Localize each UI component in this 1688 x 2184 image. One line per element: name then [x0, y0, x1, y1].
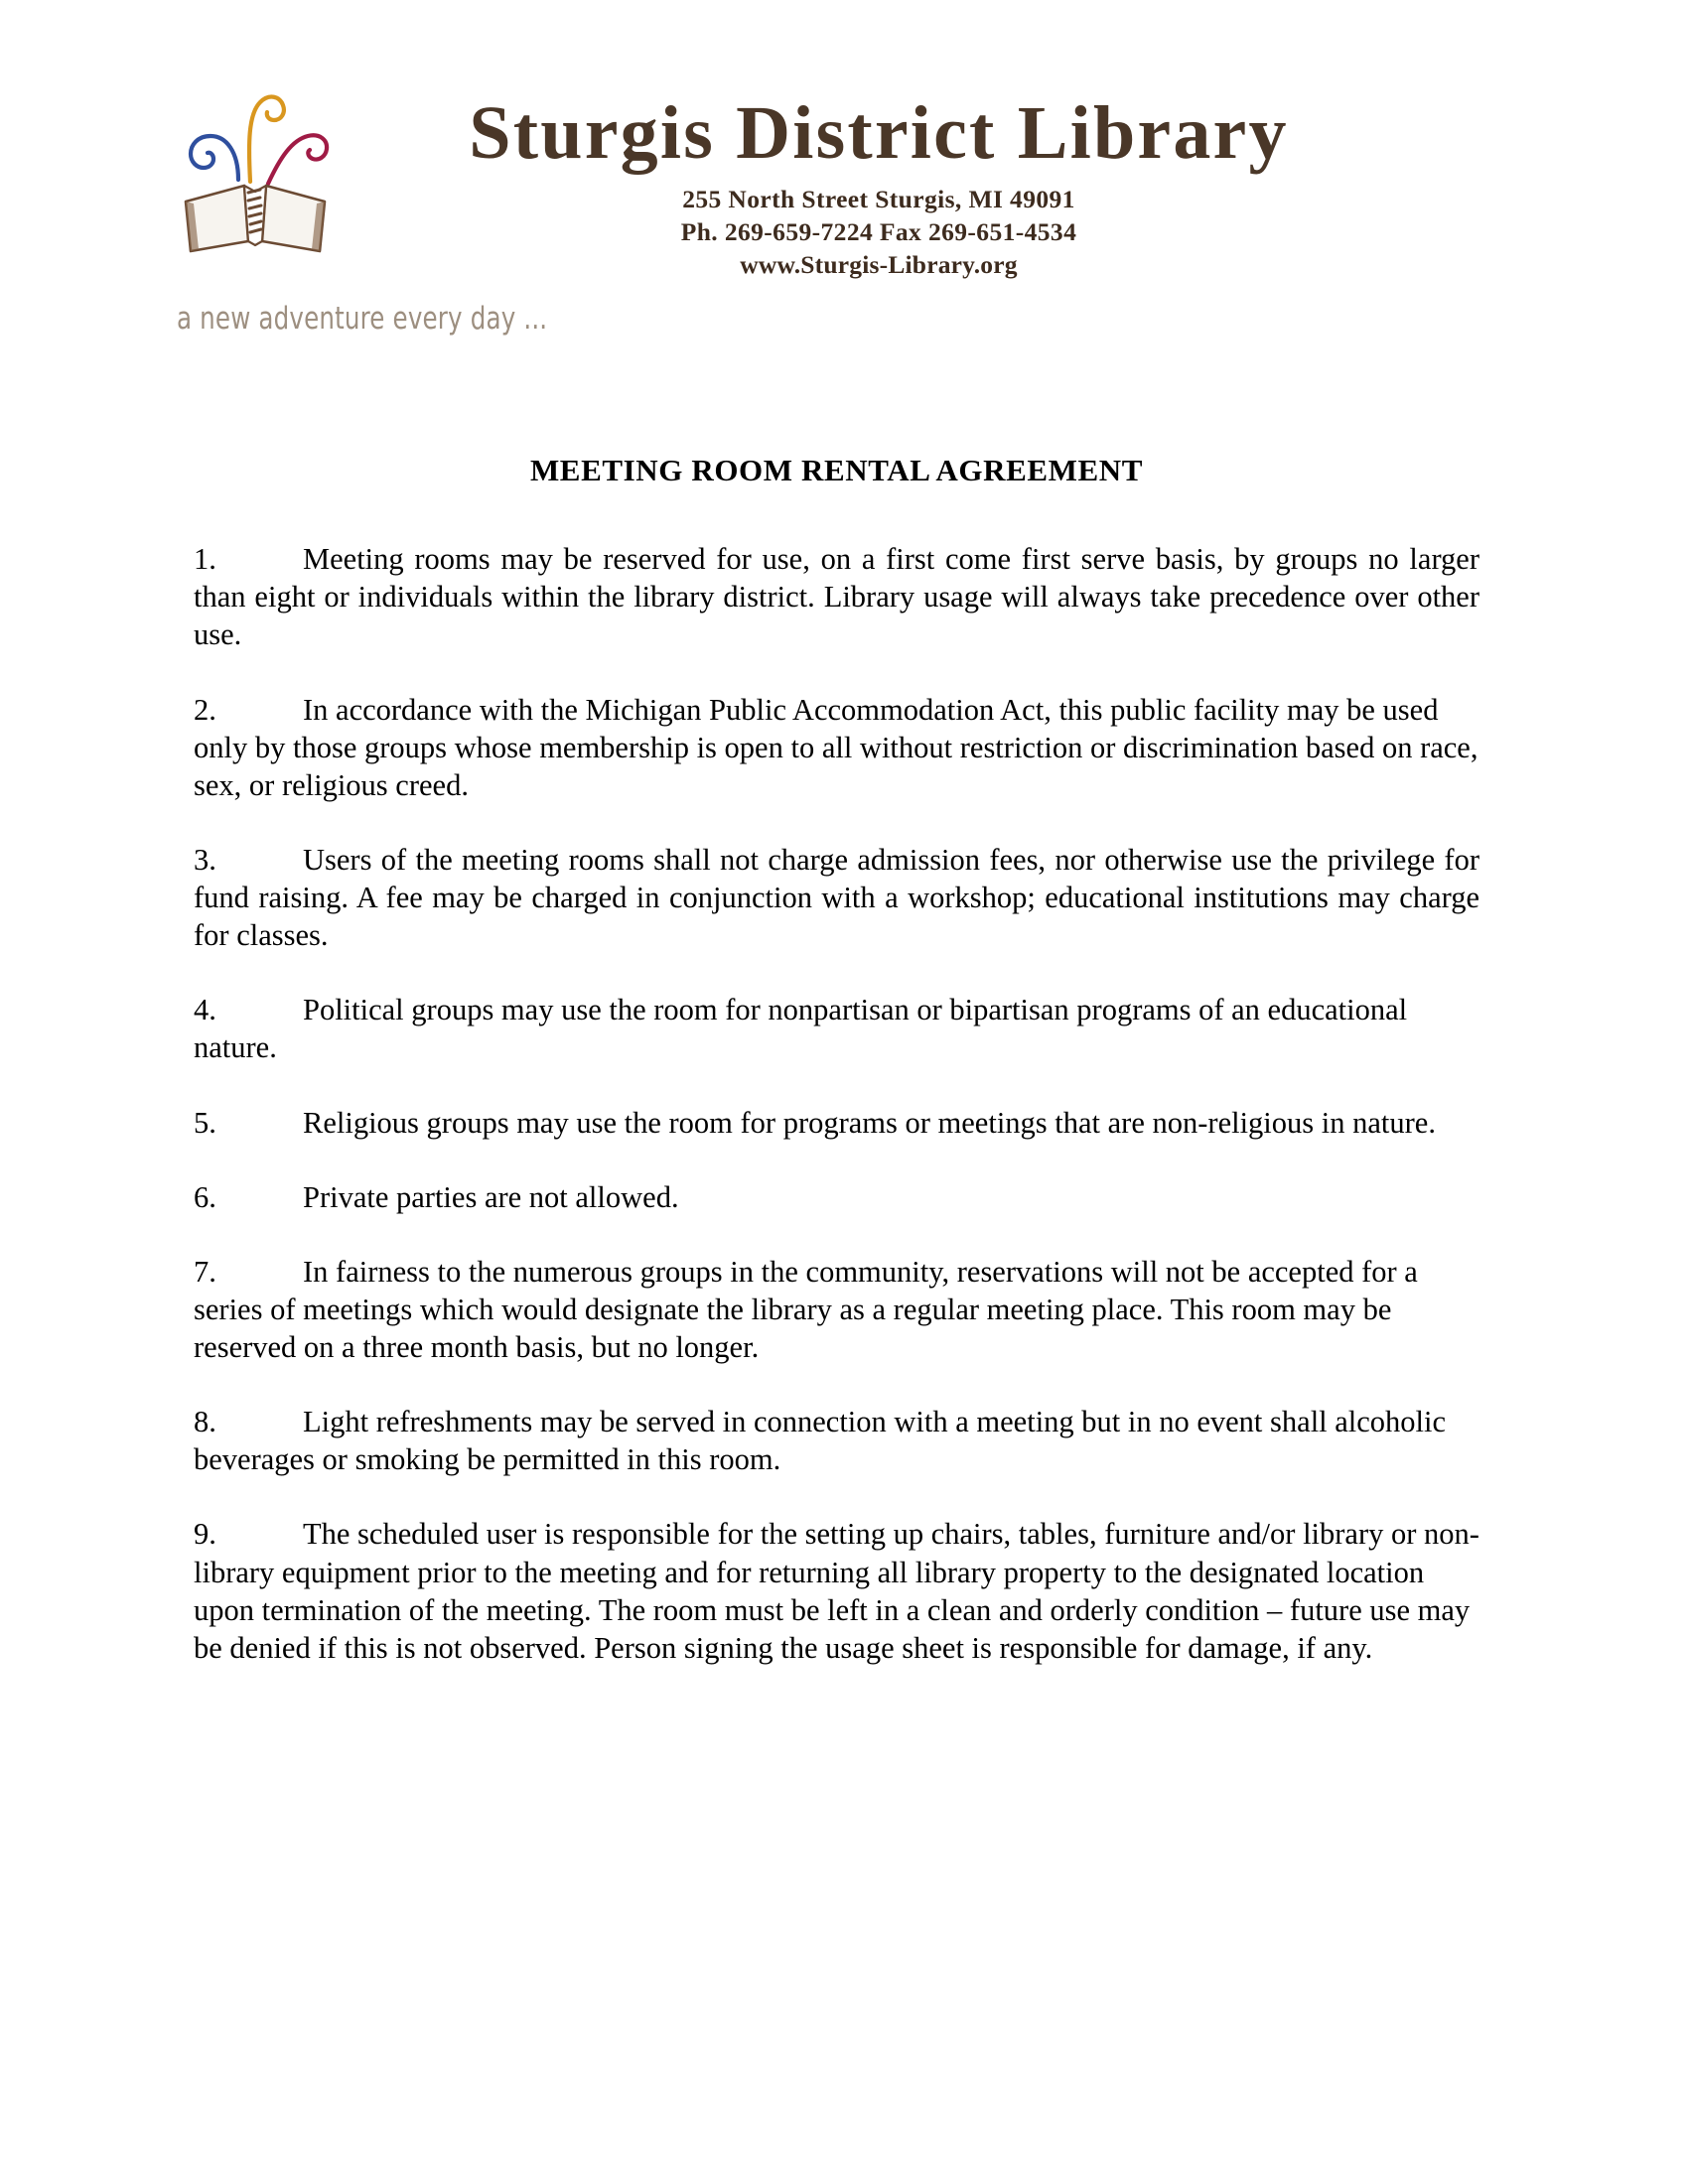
clause-number: 6.	[194, 1179, 216, 1214]
clause-text: Light refreshments may be served in connection with a meeting but in no event shall alcoholic beverages or smoking be permitted in this room.	[194, 1405, 1447, 1477]
clause-number: 2.	[194, 692, 216, 727]
clause-number: 3.	[194, 842, 216, 877]
clause-text: Meeting rooms may be reserved for use, on a first come first serve basis, by groups no larger than eight or individuals within the library district. Library usage will always take precedence over other use.	[194, 542, 1479, 652]
clause-number: 1.	[194, 542, 216, 577]
contact-block	[467, 183, 1291, 281]
letterhead	[0, 0, 1688, 397]
clause-number: 7.	[194, 1254, 216, 1289]
clause-item	[194, 841, 1479, 954]
clause-text: The scheduled user is responsible for the setting up chairs, tables, furniture and/or library or non-library equipment prior to the meeting and for returning all library property to the designated location upon termination of the meeting. The room must be left in a clean and orderly condition – future use may be denied if this is not observed. Person signing the usage sheet is responsible for damage, if any.	[194, 1517, 1479, 1665]
open-book-with-spirals-icon	[169, 74, 343, 253]
organization-name: Sturgis District Library	[469, 91, 1289, 175]
clause-text: In accordance with the Michigan Public Accommodation Act, this public facility may be used only by those groups whose membership is open to all without restriction or discrimination based on race, sex, or religious creed.	[194, 692, 1478, 802]
logo-tagline: a new adventure every day ...	[177, 301, 548, 337]
phone-fax-line: Ph. 269-659-7224 Fax 269-651-4534	[680, 216, 1077, 246]
page-title: MEETING ROOM RENTAL AGREEMENT	[529, 453, 1144, 487]
clause-item	[194, 1253, 1479, 1366]
website-line: www.Sturgis-Library.org	[740, 250, 1018, 280]
masthead	[467, 91, 1291, 281]
clause-text: Religious groups may use the room for programs or meetings that are non-religious in nature.	[303, 1105, 1436, 1140]
clause-item	[194, 991, 1479, 1066]
clause-number: 5.	[194, 1105, 216, 1140]
clause-text: Private parties are not allowed.	[303, 1179, 679, 1214]
clause-number: 4.	[194, 993, 216, 1027]
clause-number: 8.	[194, 1405, 216, 1439]
clause-item	[194, 691, 1479, 804]
clause-text: Users of the meeting rooms shall not charge admission fees, nor otherwise use the privilege for fund raising. A fee may be charged in conjunction with a workshop; educational institutions may charge for classes.	[194, 842, 1479, 953]
clause-item	[194, 1403, 1479, 1478]
clause-item	[194, 1178, 1479, 1216]
address-line: 255 North Street Sturgis, MI 49091	[682, 184, 1075, 213]
clause-text: Political groups may use the room for nonpartisan or bipartisan programs of an educational nature.	[194, 993, 1408, 1065]
clause-item	[194, 540, 1479, 653]
clause-item	[194, 1104, 1479, 1142]
clause-number: 9.	[194, 1517, 216, 1552]
clause-item	[194, 1515, 1479, 1667]
agreement-body	[194, 452, 1479, 1667]
clause-text: In fairness to the numerous groups in the community, reservations will not be accepted for a series of meetings which would designate the library as a regular meeting place. This room may be reserved on a three month basis, but no longer.	[194, 1254, 1418, 1365]
